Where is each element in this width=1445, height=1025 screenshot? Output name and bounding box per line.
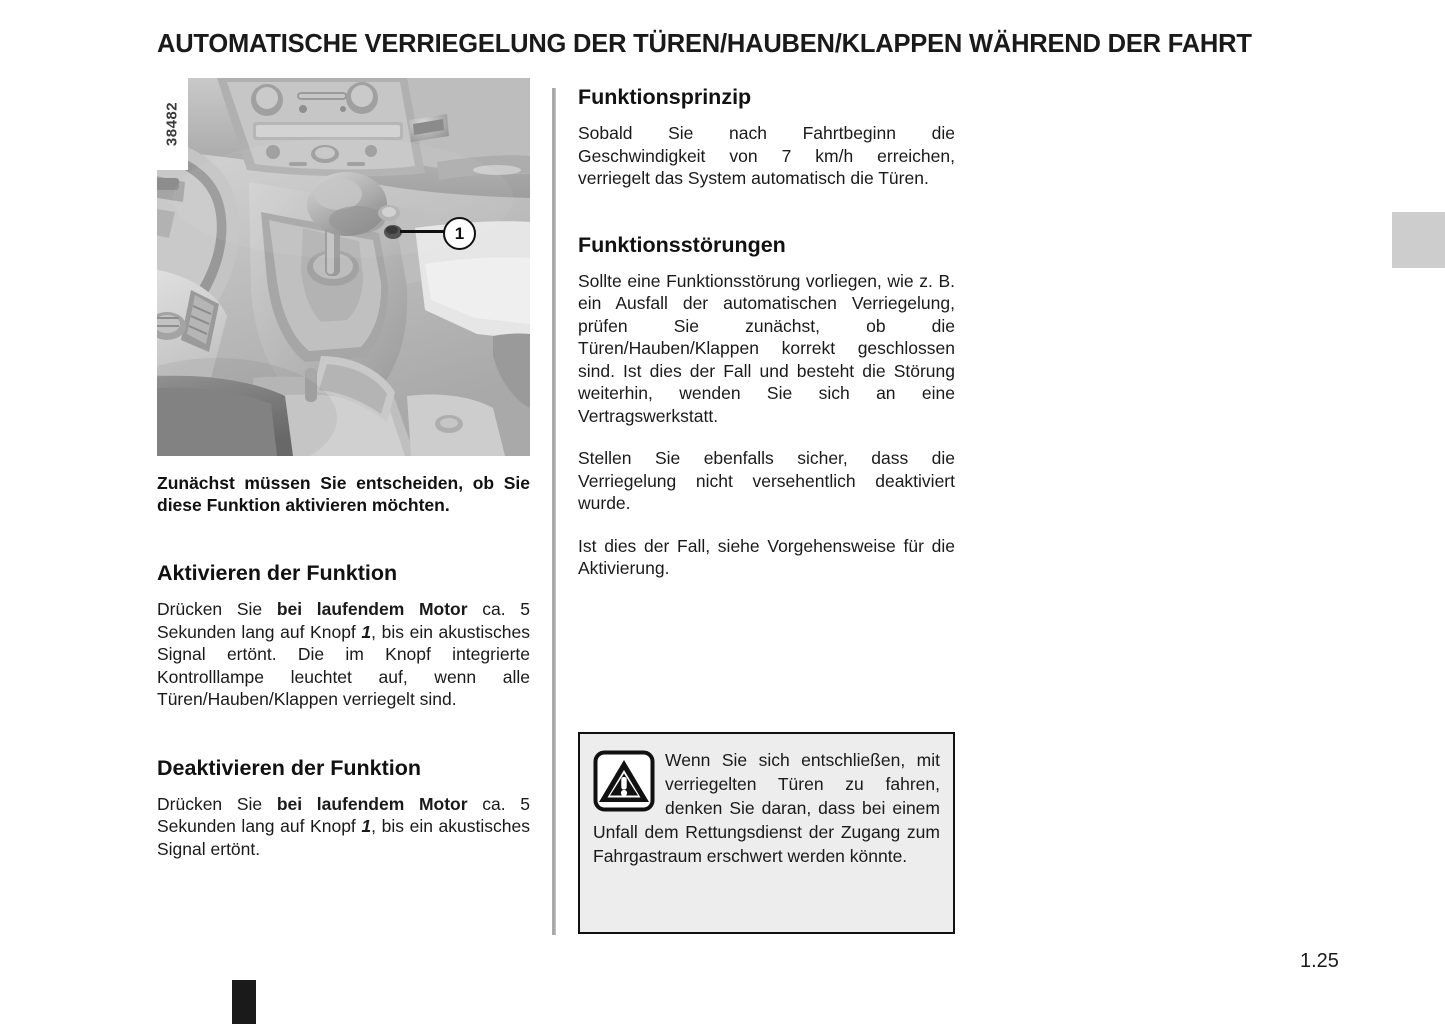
text-run-bold: bei laufendem Motor <box>276 793 468 814</box>
figure-reference-code-text: 38482 <box>163 101 181 147</box>
section-heading-aktivieren: Aktivieren der Funktion <box>157 561 398 585</box>
warning-text: Wenn Sie sich entschließen, mit verriegelten Türen zu fahren, denken Sie daran, dass bei einem Unfall dem Rettungsdienst der Zugang zum Fahrgastraum erschwert werden könnte. <box>593 750 940 866</box>
warning-triangle-icon <box>593 750 655 812</box>
column-divider <box>552 88 556 935</box>
section-heading-funktionsstoerungen: Funktionsstörungen <box>578 232 786 257</box>
text-run: ca. 5 Sekunden lang auf Knopf <box>157 793 530 836</box>
text-run-bold: bei laufendem Motor <box>276 599 468 619</box>
page-title: AUTOMATISCHE VERRIEGELUNG DER TÜREN/HAUBEN/KLAPPEN WÄHREND DER FAHRT <box>157 30 1252 58</box>
section-heading-funktionsprinzip: Funktionsprinzip <box>578 85 752 109</box>
warning-box <box>578 732 955 934</box>
text-run: Drücken Sie <box>157 793 277 814</box>
text-run: , bis ein akustisches Signal ertönt. <box>157 816 530 859</box>
figure-block <box>157 78 530 456</box>
paragraph-funktionsstoerungen-2: Stellen Sie ebenfalls sicher, dass die Verriegelung nicht versehentlich deaktiviert wurde. <box>578 448 955 513</box>
callout-marker-1: 1 <box>443 217 476 250</box>
bottom-edge-marker <box>232 980 256 1024</box>
figure-caption: Zunächst müssen Sie entscheiden, ob Sie diese Funktion aktivieren möchten. <box>157 473 530 515</box>
chapter-thumb-tab <box>1392 212 1445 268</box>
paragraph-deaktivieren <box>157 793 530 861</box>
text-run-bold-italic: 1 <box>361 621 372 642</box>
text-run: Drücken Sie <box>157 599 277 619</box>
paragraph-aktivieren <box>157 598 530 711</box>
section-heading-deaktivieren: Deaktivieren der Funktion <box>157 755 422 780</box>
paragraph-funktionsprinzip: Sobald Sie nach Fahrtbeginn die Geschwindigkeit von 7 km/h erreichen, verriegelt das System automatisch die Türen. <box>578 123 955 188</box>
paragraph-funktionsstoerungen-1: Sollte eine Funktionsstörung vorliegen, wie z. B. ein Ausfall der automatischen Verriegelung, prüfen Sie zunächst, ob die Türen/Hauben/Klappen korrekt geschlossen sind. Ist dies der Fall und besteht die Störung weiterhin, wenden Sie sich an eine Vertragswerkstatt. <box>578 270 955 426</box>
text-run-bold-italic: 1 <box>361 816 372 836</box>
center-console-photo <box>157 78 530 456</box>
warning-box-content <box>580 734 953 868</box>
text-run: , bis ein akustisches Signal ertönt. Die im Knopf integrierte Kontrolllampe leuchtet auf, wenn alle Türen/Hauben/Klappen verriegelt sind. <box>157 621 530 709</box>
figure-reference-code <box>156 78 188 170</box>
left-column <box>157 78 530 860</box>
page-number: 1.25 <box>1300 950 1339 972</box>
right-column <box>578 84 955 580</box>
text-run: ca. 5 Sekunden lang auf Knopf <box>157 599 530 642</box>
paragraph-funktionsstoerungen-3: Ist dies der Fall, siehe Vorgehensweise für die Aktivierung. <box>578 535 955 578</box>
